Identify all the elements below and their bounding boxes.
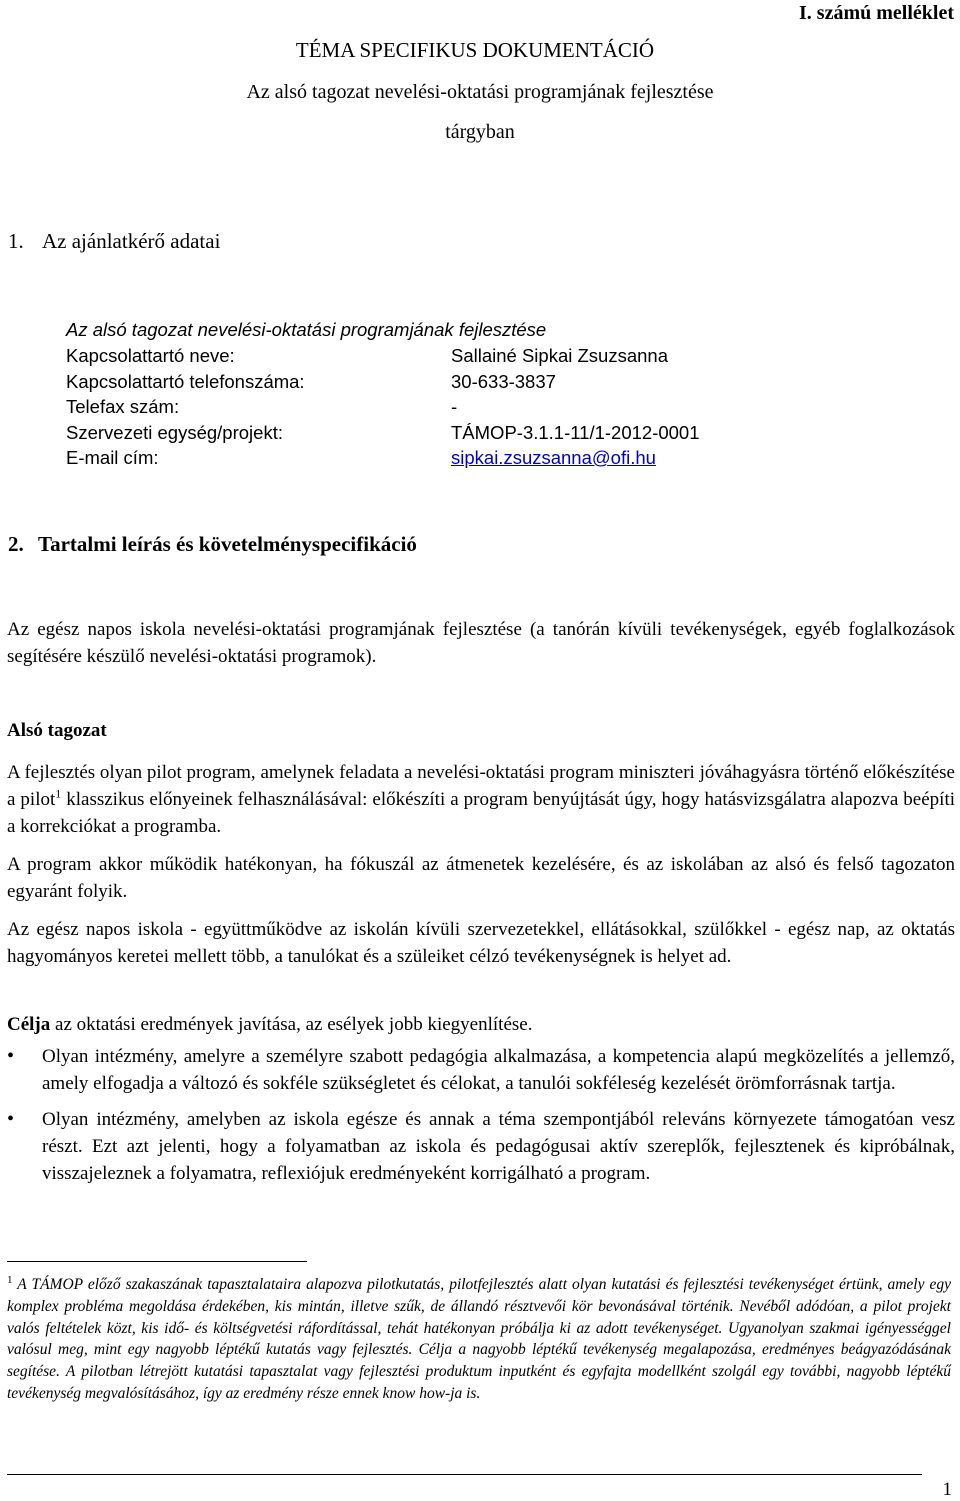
- contact-label: Telefax szám:: [66, 396, 180, 417]
- document-title: TÉMA SPECIFIKUS DOKUMENTÁCIÓ: [295, 38, 655, 62]
- contact-label: Szervezeti egység/projekt:: [66, 421, 283, 443]
- section-2-number: 2.: [8, 532, 24, 556]
- contact-row-email: [66, 445, 700, 471]
- contact-value: 30-633-3837: [451, 370, 556, 392]
- section-2-intro: Az egész napos iskola nevelési-oktatási programjának fejlesztése (a tanórán kívüli tevékenységek, egyéb foglalkozások segítésére készülő nevelési-oktatási programok).: [7, 619, 955, 667]
- contact-label: Kapcsolattartó telefonszáma:: [66, 370, 305, 392]
- contact-value: Sallainé Sipkai Zsuzsanna: [451, 345, 668, 366]
- bullet-icon: •: [7, 1108, 15, 1130]
- page-footer-rule: [7, 1474, 922, 1475]
- section-2-title: Tartalmi leírás és követelményspecifikáció: [38, 532, 417, 556]
- list-item-text: Olyan intézmény, amelyre a személyre szabott pedagógia alkalmazása, a kompetencia alapú megközelítés a jellemző, amely elfogadja a változó és sokféle szükségletet és célokat, a tanulói sokféleség kezelését örömforrásnak tartja.: [42, 1046, 955, 1094]
- paragraph-all-day-school: Az egész napos iskola - együttműködve az iskolán kívüli szervezetekkel, ellátásokkal, szülőkkel - egész nap, az oktatás hagyományos keretei mellett több, a tanulókat és a szüleiket célzó tevékenységnek is helyet ad.: [7, 919, 955, 967]
- section-1-title: Az ajánlatkérő adatai: [42, 229, 221, 253]
- paragraph-transitions: A program akkor működik hatékonyan, ha fókuszál az átmenetek kezelésére, és az iskolában az alsó és felső tagozaton egyaránt folyik.: [7, 854, 955, 902]
- contact-label: Kapcsolattartó neve:: [66, 345, 235, 366]
- paragraph-goal: [7, 1011, 955, 1038]
- section-1-heading: [8, 229, 220, 254]
- page-number: 1: [942, 1479, 952, 1500]
- bullet-icon: •: [7, 1045, 15, 1067]
- paragraph-pilot: [7, 759, 955, 840]
- list-item: [7, 1043, 955, 1097]
- subheading-also-tagozat: Alsó tagozat: [7, 720, 107, 741]
- contact-row-fax: [66, 394, 700, 420]
- paragraph-pilot-part1: A fejlesztés olyan pilot program, amelynek feladata a nevelési-oktatási program miniszteri jóváhagyásra történő előkészítése a pilot: [7, 762, 955, 810]
- footnote-separator: [7, 1261, 307, 1262]
- contact-value: TÁMOP-3.1.1-11/1-2012-0001: [451, 421, 700, 443]
- list-item-text: Olyan intézmény, amelyben az iskola egésze és annak a téma szempontjából releváns környezete támogatóan vesz részt. Ezt azt jelenti, hogy a folyamatban az iskola és pedagógusai aktív szereplők, fejlesztenek és kipróbálnak, visszajeleznek a folyamatra, reflexiójuk eredményeként korrigálható a program.: [42, 1109, 955, 1184]
- list-item: [7, 1106, 955, 1187]
- footnote-number: 1: [7, 1273, 13, 1286]
- annex-label: I. számú melléklet: [799, 2, 954, 24]
- footnote-reference: 1: [55, 786, 62, 801]
- section-2-heading: [8, 532, 417, 557]
- section-1-number: 1.: [8, 229, 24, 253]
- document-subtitle-suffix: tárgyban: [445, 121, 515, 143]
- contact-row-phone: [66, 369, 700, 395]
- contact-value: -: [451, 396, 458, 417]
- footnote: [7, 1274, 951, 1405]
- footnote-text: A TÁMOP előző szakaszának tapasztalataira alapozva pilotkutatás, pilotfejlesztés alatt olyan kutatási és fejlesztési tevékenységet értünk, amely egy komplex probléma megoldása érdekében, kis mintán, illetve szűk, de állandó résztvevői kör bevonásával történik. Nevéből adódóan, a pilot projekt valós feltételek közt, kis idő- és költségvetési ráfordítással, tehát hatékonyan próbálja ki az adott tevékenységet. Ugyanolyan szakmai igényességgel valósul meg, mint egy nagyobb léptékű kutatás vagy fejlesztés. Célja a nagyobb léptékű tevékenység megalapozása, eredményes beágyazódásának segítése. A pilotban létrejött kutatási tapasztalat vagy fejlesztési produktum inputként és egyfajta modellként szolgál egy további, nagyobb léptékű tevékenység megvalósításához, így az eredmény része ennek know how-ja is.: [7, 1276, 951, 1402]
- email-link[interactable]: sipkai.zsuzsanna@ofi.hu: [451, 447, 656, 468]
- bullet-list: [7, 1043, 955, 1196]
- contact-heading: Az alsó tagozat nevelési-oktatási programjának fejlesztése: [66, 319, 547, 340]
- contact-row-project: [66, 420, 700, 446]
- contact-row-name: [66, 343, 700, 369]
- goal-label: Célja: [7, 1014, 51, 1035]
- goal-text: az oktatási eredmények javítása, az esélyek jobb kiegyenlítése.: [50, 1014, 533, 1035]
- paragraph-pilot-part2: klasszikus előnyeinek felhasználásával: előkészíti a program benyújtását úgy, hogy hatásvizsgálatra alapozva beépíti a korrekciókat a programba.: [7, 789, 955, 837]
- contact-label: E-mail cím:: [66, 447, 159, 468]
- contact-block: [66, 317, 700, 471]
- document-subtitle: Az alsó tagozat nevelési-oktatási programjának fejlesztése: [246, 81, 714, 103]
